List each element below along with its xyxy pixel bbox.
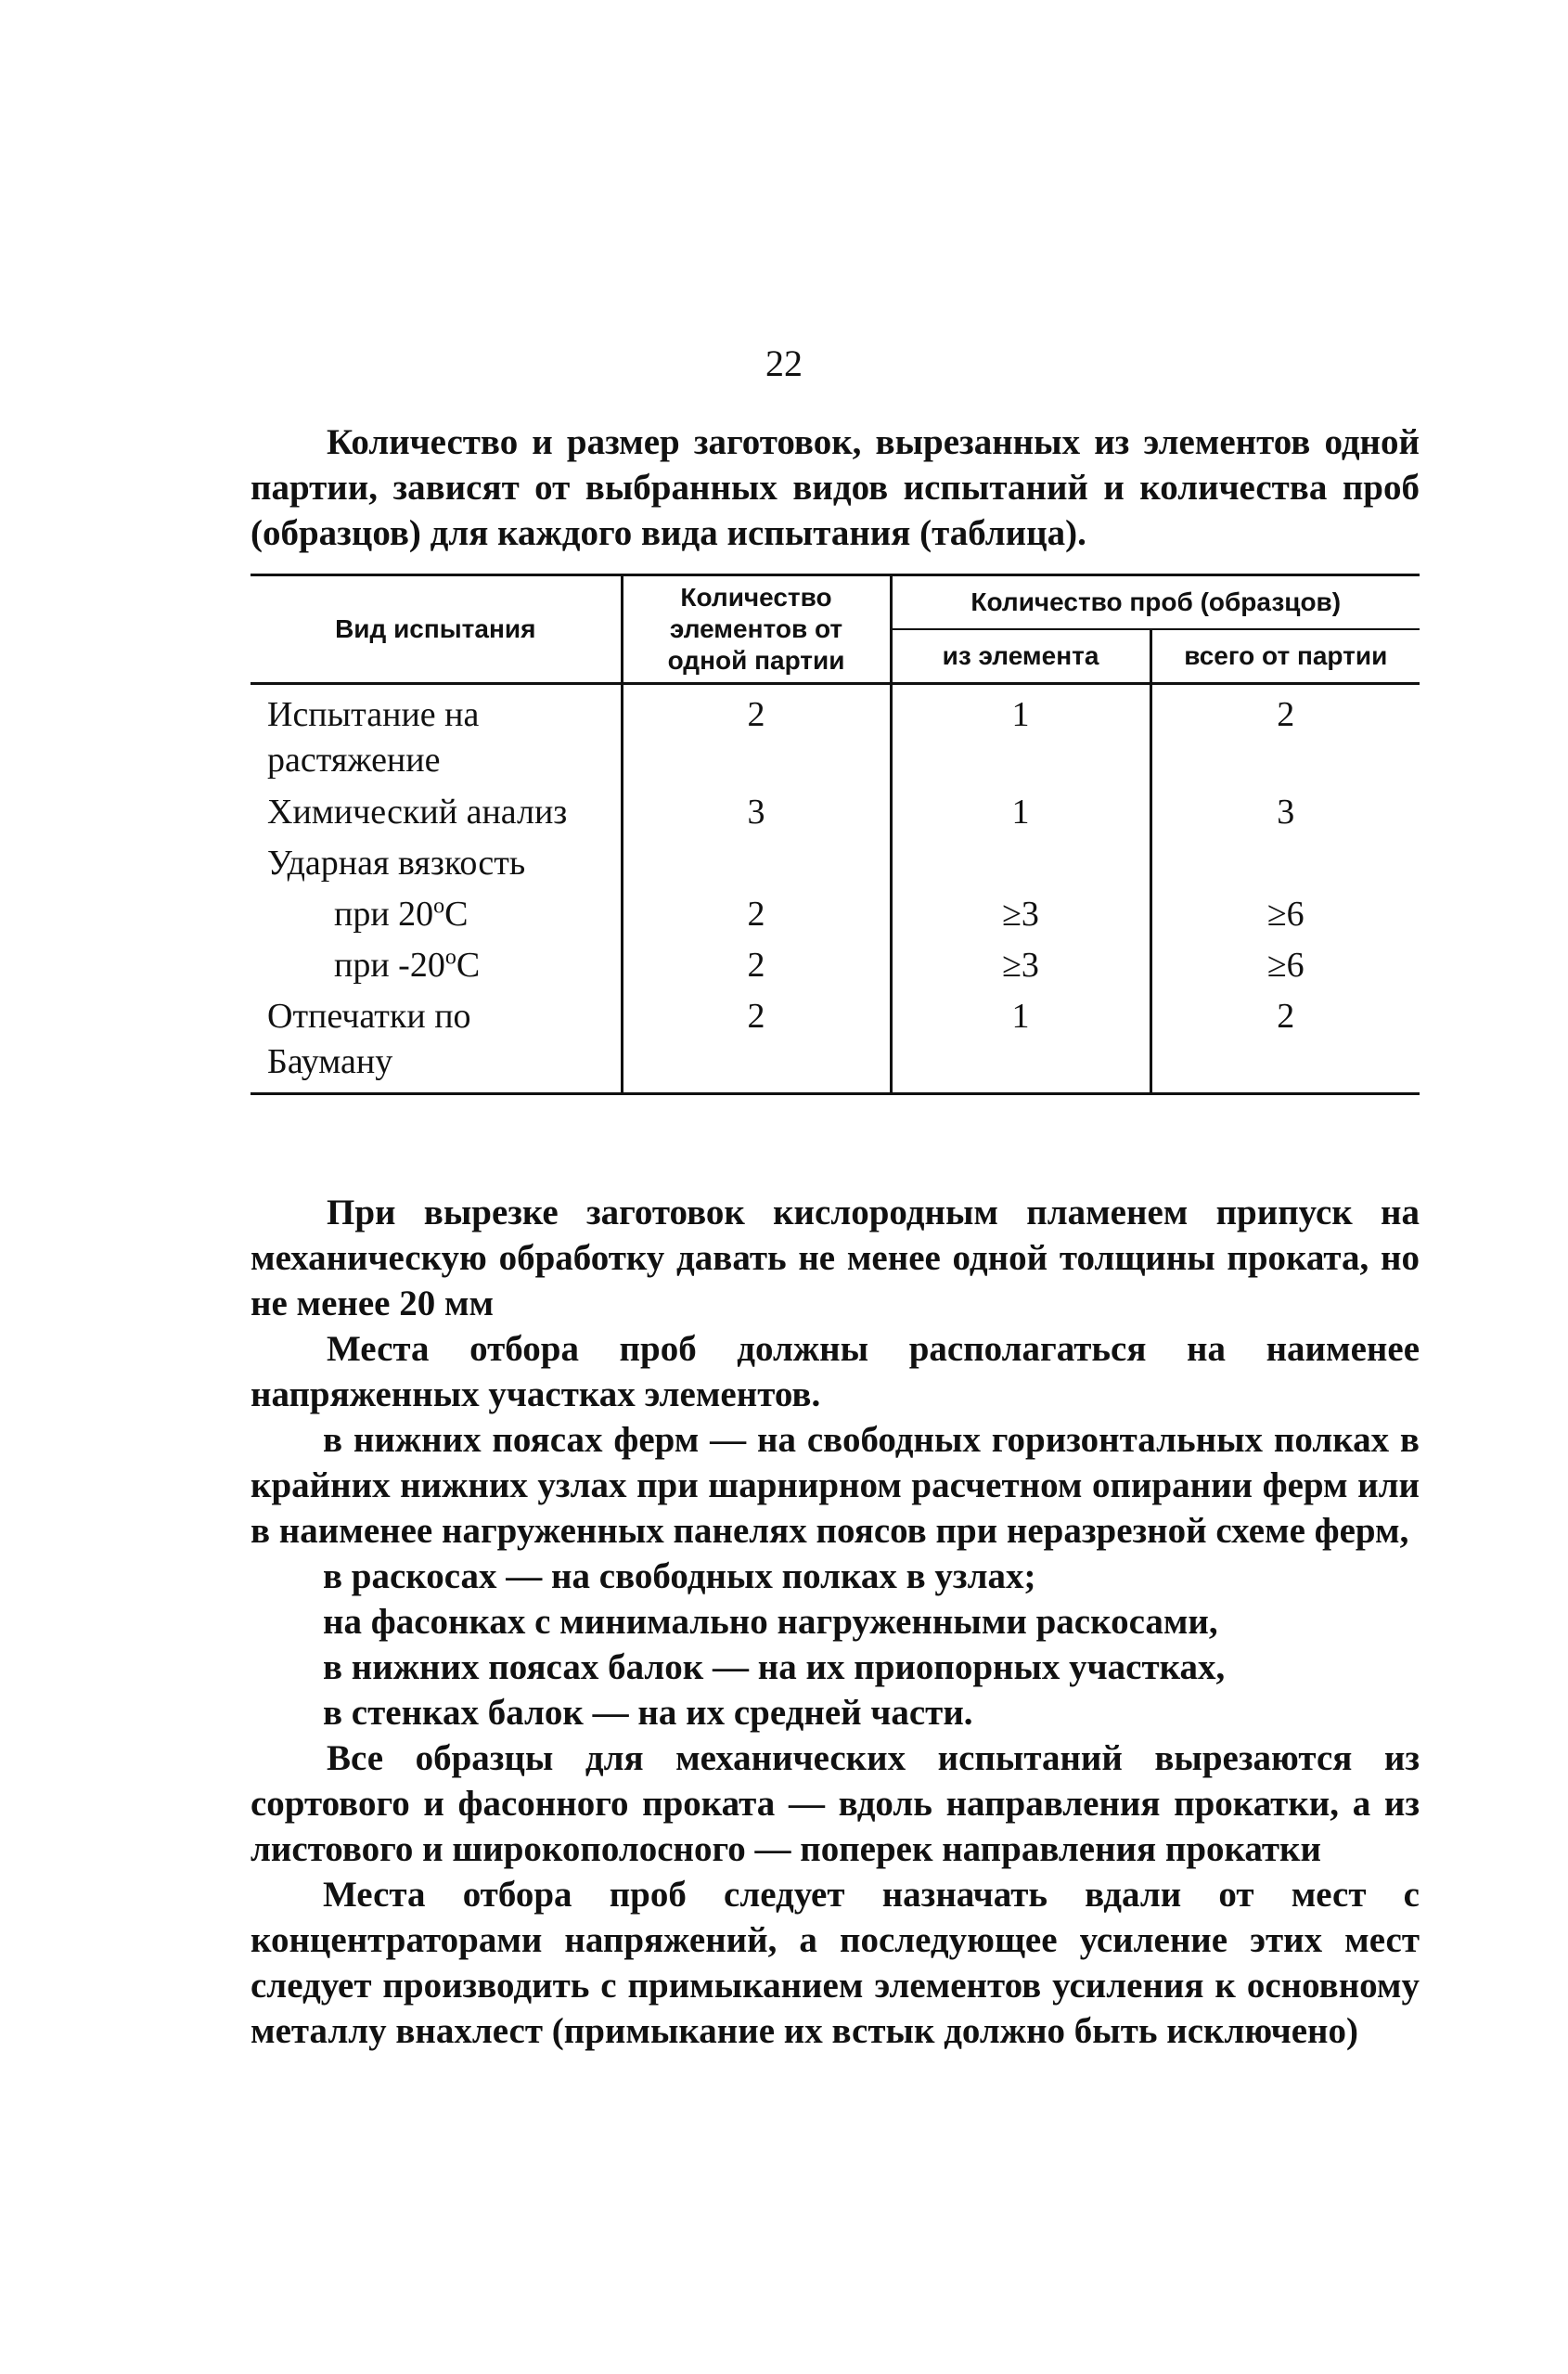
table-row [251, 783, 1420, 835]
row-elements [622, 835, 891, 886]
row-elements: 2 [622, 937, 891, 988]
paragraph-stress-concentrators: Места отбора проб следует назначать вдали от мест с концентраторами напряжений, а последующее усиление этих мест следует производить с примыканием элементов усиления к основному металлу внахлест (примыкание их встык должно быть исключено) [251, 1875, 1420, 2051]
header-total: всего от партии [1150, 629, 1420, 684]
row-name: Химический анализ [267, 793, 568, 832]
row-from-element: ≥3 [891, 937, 1150, 988]
list-line-beam-webs: в стенках балок — на их средней части. [323, 1693, 973, 1733]
tests-table-grid [251, 574, 1420, 1095]
row-name: Ударная вязкость [267, 844, 526, 883]
row-name: Отпечатки по Бауману [267, 997, 471, 1081]
row-total: 2 [1150, 988, 1420, 1094]
header-samples-group: Количество проб (образцов) [891, 575, 1420, 630]
row-name-suffix: С [456, 946, 481, 985]
header-elements: Количество элементов от одной партии [622, 575, 891, 684]
row-name [251, 886, 622, 937]
page-number: 22 [765, 342, 803, 384]
row-name-suffix: С [444, 895, 469, 934]
row-name: Испытание на растяжение [267, 695, 480, 780]
row-from-element [891, 835, 1150, 886]
row-total: 2 [1150, 684, 1420, 784]
row-from-element: 1 [891, 783, 1150, 835]
table-row [251, 988, 1420, 1094]
intro-block [251, 419, 1420, 556]
row-elements: 2 [622, 886, 891, 937]
row-total: ≥6 [1150, 937, 1420, 988]
table-row [251, 886, 1420, 937]
row-elements: 3 [622, 783, 891, 835]
table-row [251, 937, 1420, 988]
row-from-element: 1 [891, 684, 1150, 784]
row-name-prefix: при 20 [334, 895, 434, 934]
degree-sign: о [444, 945, 456, 970]
row-name [251, 937, 622, 988]
header-test-type: Вид испытания [251, 575, 622, 684]
row-elements: 2 [622, 684, 891, 784]
row-from-element: 1 [891, 988, 1150, 1094]
paragraph-mechanical-samples: Все образцы для механических испытаний вырезаются из сортового и фасонного проката — вдоль направления прокатки, а из листового и широкополосного — поперек направления прокатки [251, 1738, 1420, 1869]
row-elements: 2 [622, 988, 891, 1094]
table-row [251, 835, 1420, 886]
body-text [251, 1190, 1420, 2054]
list-line-beam-chords: в нижних поясах балок — на их приопорных участках, [323, 1647, 1226, 1687]
paragraph-cutting: При вырезке заготовок кислородным пламенем припуск на механическую обработку давать не менее одной толщины проката, но не менее 20 мм [251, 1193, 1420, 1323]
paragraph-sampling-places: Места отбора проб должны располагаться на наименее напряженных участках элементов. [251, 1329, 1420, 1414]
header-from-element: из элемента [891, 629, 1150, 684]
row-total: 3 [1150, 783, 1420, 835]
row-from-element: ≥3 [891, 886, 1150, 937]
paragraph-truss-chords: в нижних поясах ферм — на свободных горизонтальных полках в крайних нижних узлах при шарнирном расчетном опирании ферм или в наименее нагруженных панелях поясов при неразрезной схеме ферм, [251, 1420, 1420, 1551]
list-line-gussets: на фасонках с минимально нагруженными раскосами, [323, 1602, 1218, 1642]
row-name-prefix: при -20 [334, 946, 445, 985]
tests-table [251, 574, 1420, 1095]
row-total: ≥6 [1150, 886, 1420, 937]
table-row [251, 684, 1420, 784]
intro-paragraph: Количество и размер заготовок, вырезанных из элементов одной партии, зависят от выбранных видов испытаний и количества проб (образцов) для каждого вида испытания (таблица). [251, 422, 1420, 553]
degree-sign: о [433, 894, 445, 919]
list-line-braces: в раскосах — на свободных полках в узлах; [323, 1556, 1036, 1596]
row-total [1150, 835, 1420, 886]
